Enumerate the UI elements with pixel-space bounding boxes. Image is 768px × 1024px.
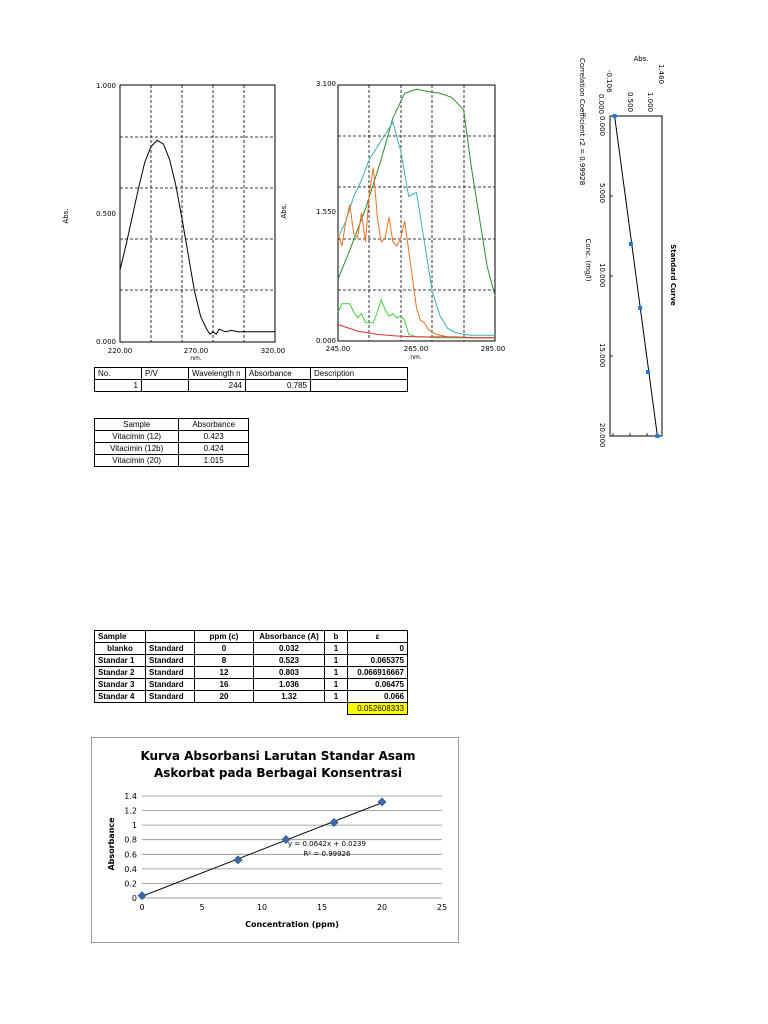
std-y-tick-half: 0.500 — [626, 92, 634, 113]
multi-spectrum-lines — [338, 89, 495, 338]
std-x-axis-label: Conc. (mg/l) — [584, 238, 592, 282]
table-row — [95, 380, 408, 392]
peak-no: 1 — [95, 380, 142, 392]
sample-name: Vitacimin (12b) — [95, 443, 179, 455]
sample-table — [94, 418, 249, 467]
std-row-absorbance: 1.32 — [254, 691, 325, 703]
std-row-ppm: 20 — [195, 691, 254, 703]
std-row-epsilon: 0.066 — [348, 691, 408, 703]
kurva-y-tick: 0.4 — [124, 864, 137, 874]
multi-y-tick-bottom: 0.000 — [315, 337, 336, 345]
kurva-y-tick: 0 — [131, 894, 137, 903]
std-row-ppm: 12 — [195, 667, 254, 679]
multi-y-axis-label: Abs. — [280, 203, 288, 219]
std-x-tick-20: 20.000 — [598, 423, 606, 448]
std-row-type: Standard — [146, 667, 195, 679]
kurva-x-axis-label: Concentration (ppm) — [245, 920, 339, 929]
sample-absorbance: 0.424 — [179, 443, 249, 455]
std-y-tick-one: 1.000 — [646, 92, 654, 113]
std-row-ppm: 0 — [195, 643, 254, 655]
multi-y-tick-mid: 1.550 — [315, 208, 336, 216]
std-x-tick-10: 10.000 — [598, 263, 606, 288]
standard-curve-chart — [570, 50, 680, 450]
table-row — [95, 679, 408, 691]
multi-x-axis-label: nm. — [410, 354, 422, 361]
kurva-title-line2: Askorbat pada Berbagai Konsentrasi — [154, 766, 402, 780]
scan-x-tick-mid: 270.00 — [183, 347, 209, 355]
scan-y-axis-label: Abs. — [62, 208, 70, 224]
sample-header-sample: Sample — [95, 419, 179, 431]
kurva-x-tick: 25 — [436, 903, 448, 912]
kurva-x-tick: 5 — [199, 903, 205, 912]
table-row — [95, 703, 408, 715]
std-row-sample: blanko — [95, 643, 146, 655]
std-row-type: Standard — [146, 691, 195, 703]
kurva-y-axis-label: Absorbance — [107, 817, 116, 871]
std-row-absorbance: 0.032 — [254, 643, 325, 655]
std-row-ppm: 8 — [195, 655, 254, 667]
std-row-b: 1 — [325, 667, 348, 679]
std-x-tick-5: 5.000 — [598, 183, 606, 204]
std-row-type: Standard — [146, 643, 195, 655]
sample-header-absorbance: Absorbance — [179, 419, 249, 431]
peak-absorbance: 0.785 — [246, 380, 311, 392]
std-data-point — [613, 114, 617, 118]
kurva-y-tick: 0.2 — [124, 879, 137, 889]
sample-name: Vitacimin (12) — [95, 431, 179, 443]
std-correlation-annotation: Correlation Coefficient r2 = 0.99928 — [578, 58, 586, 186]
multi-x-tick-left: 245.00 — [325, 345, 351, 353]
table-row — [95, 655, 408, 667]
kurva-y-tick-labels — [124, 792, 137, 903]
kurva-data-point — [234, 856, 242, 864]
std-header-epsilon: ε — [348, 631, 408, 643]
std-header-ppm: ppm (c) — [195, 631, 254, 643]
kurva-y-tick: 1 — [131, 821, 137, 831]
std-row-sample: Standar 2 — [95, 667, 146, 679]
std-row-b: 1 — [325, 679, 348, 691]
scan-x-axis-label: nm. — [190, 355, 202, 362]
std-header-b: b — [325, 631, 348, 643]
kurva-data-points — [138, 798, 386, 900]
std-y-axis-label: Abs. — [633, 55, 649, 63]
std-y-tick-zero: 0.000 — [597, 94, 605, 115]
std-row-b: 1 — [325, 643, 348, 655]
std-data-point — [646, 370, 650, 374]
kurva-y-tick: 1.2 — [124, 806, 137, 816]
kurva-y-tick: 0.8 — [124, 835, 137, 845]
std-row-ppm: 16 — [195, 679, 254, 691]
standard-table-header — [95, 631, 408, 643]
std-y-tick-max: 1.460 — [657, 64, 665, 85]
kurva-data-point — [378, 798, 386, 806]
std-chart-title: Standard Curve — [669, 244, 677, 306]
kurva-x-tick: 10 — [256, 903, 268, 912]
multi-x-tick-right: 285.00 — [480, 345, 506, 353]
std-row-absorbance: 0.523 — [254, 655, 325, 667]
table-row — [95, 643, 408, 655]
sample-table-header — [95, 419, 249, 431]
std-row-epsilon: 0 — [348, 643, 408, 655]
kurva-x-tick-labels — [139, 903, 447, 912]
kurva-y-tick: 1.4 — [124, 792, 137, 801]
sample-absorbance: 1.015 — [179, 455, 249, 467]
std-row-b: 1 — [325, 691, 348, 703]
kurva-r-squared: R² = 0.99926 — [303, 850, 351, 858]
std-row-sample: Standar 3 — [95, 679, 146, 691]
kurva-x-tick: 0 — [139, 903, 145, 912]
std-data-point — [655, 434, 659, 438]
std-x-tick-15: 15.000 — [598, 343, 606, 368]
std-row-epsilon: 0.065375 — [348, 655, 408, 667]
scan-y-tick-top: 1.000 — [95, 82, 116, 90]
std-header-absorbance: Absorbance (A) — [254, 631, 325, 643]
kurva-chart-area — [91, 737, 459, 943]
scan-y-tick-bottom: 0.000 — [95, 338, 116, 346]
peak-pv — [142, 380, 189, 392]
scan-y-tick-mid: 0.500 — [95, 210, 116, 218]
peak-header-wavelength: Wavelength n — [189, 368, 246, 380]
table-row — [95, 691, 408, 703]
peak-header-absorbance: Absorbance — [246, 368, 311, 380]
kurva-data-point — [138, 892, 146, 900]
scan-spectrum-line — [120, 140, 275, 334]
std-row-absorbance: 1.036 — [254, 679, 325, 691]
table-row — [95, 431, 249, 443]
table-row — [95, 443, 249, 455]
multi-x-tick-mid: 265.00 — [403, 345, 429, 353]
kurva-equation: y = 0.0642x + 0.0239 — [288, 840, 366, 848]
std-row-sample: Standar 1 — [95, 655, 146, 667]
scan-x-tick-left: 220.00 — [107, 347, 133, 355]
kurva-x-tick: 15 — [316, 903, 328, 912]
peak-table — [94, 367, 408, 392]
multi-spectrum-chart — [278, 75, 508, 365]
peak-wavelength: 244 — [189, 380, 246, 392]
peak-header-pv: P/V — [142, 368, 189, 380]
spectrum-series-line — [338, 122, 495, 335]
epsilon-average-cell: 0.052608333 — [348, 703, 408, 715]
std-row-type: Standard — [146, 679, 195, 691]
kurva-title-line1: Kurva Absorbansi Larutan Standar Asam — [140, 749, 416, 763]
table-row — [95, 455, 249, 467]
std-fit-line — [615, 116, 658, 436]
std-data-point — [638, 306, 642, 310]
kurva-x-tick: 20 — [376, 903, 388, 912]
sample-name: Vitacimin (20) — [95, 455, 179, 467]
peak-table-header — [95, 368, 408, 380]
peak-description — [311, 380, 408, 392]
std-row-type: Standard — [146, 655, 195, 667]
std-row-b: 1 — [325, 655, 348, 667]
std-row-sample: Standar 4 — [95, 691, 146, 703]
std-data-point — [629, 242, 633, 246]
standard-table — [94, 630, 408, 715]
peak-header-description: Description — [311, 368, 408, 380]
std-x-tick-0: 0.000 — [598, 116, 606, 137]
table-row — [95, 667, 408, 679]
kurva-chart — [92, 738, 458, 942]
std-row-absorbance: 0.803 — [254, 667, 325, 679]
scan-x-tick-right: 320.00 — [260, 347, 285, 355]
scan-spectrum-chart — [60, 75, 285, 365]
std-row-epsilon: 0.066916667 — [348, 667, 408, 679]
spectrum-series-line — [338, 325, 495, 338]
std-header-sample: Sample — [95, 631, 146, 643]
kurva-y-tick: 0.6 — [124, 850, 137, 860]
sample-absorbance: 0.423 — [179, 431, 249, 443]
std-header-type — [146, 631, 195, 643]
multi-y-tick-top: 3.100 — [315, 80, 336, 88]
peak-header-no: No. — [95, 368, 142, 380]
std-y-tick-min: -0.106 — [605, 70, 613, 93]
std-row-epsilon: 0.06475 — [348, 679, 408, 691]
